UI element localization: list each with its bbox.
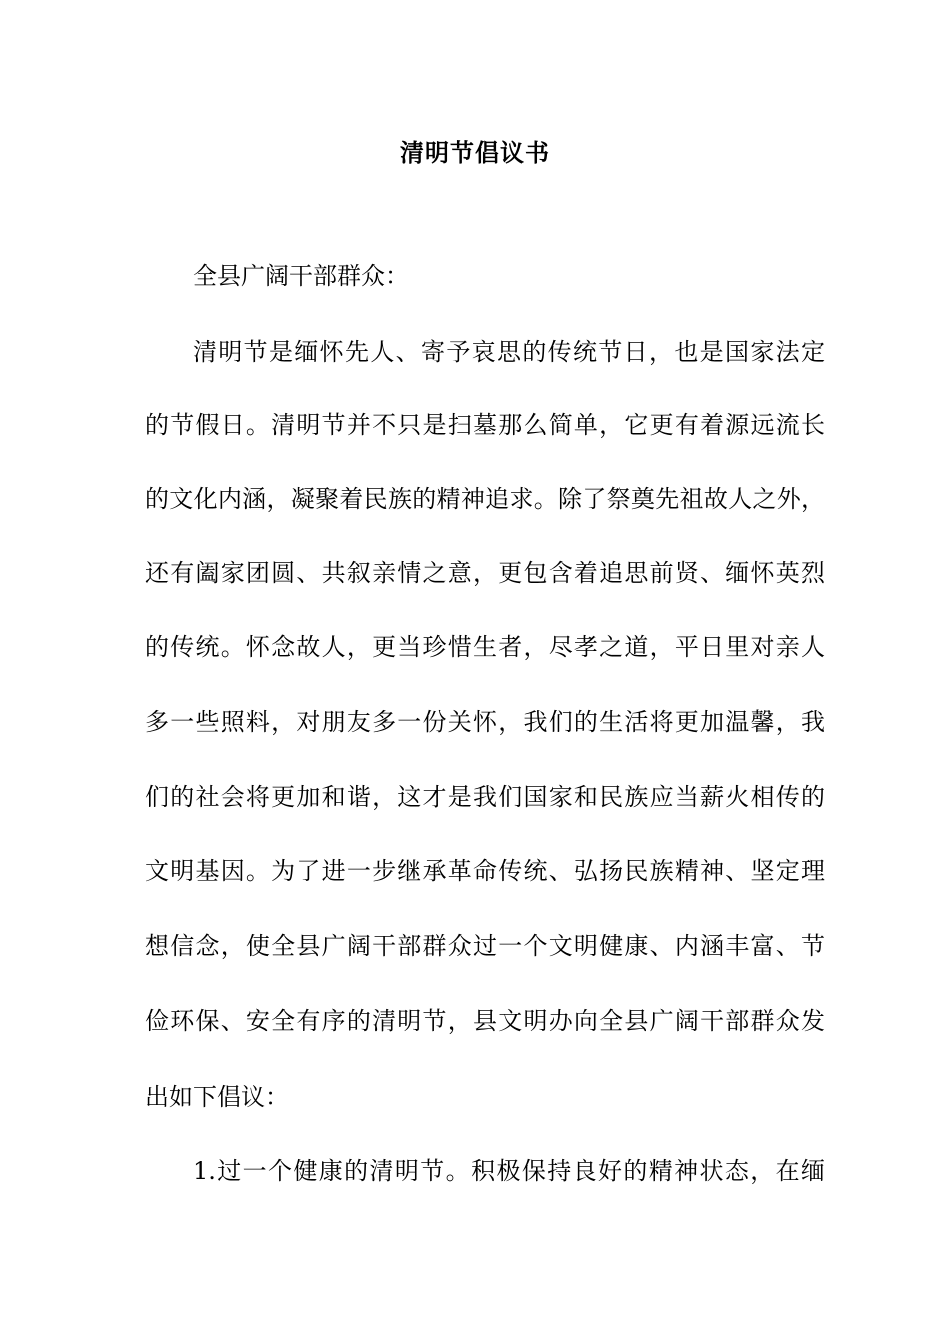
paragraph-line: 俭环保、安全有序的清明节，县文明办向全县广阔干部群众发 [145, 1007, 825, 1035]
paragraph-line: 出如下倡议： [145, 1083, 289, 1111]
paragraph-line: 清明节是缅怀先人、寄予哀思的传统节日，也是国家法定 [193, 338, 825, 366]
paragraph-line: 的节假日。清明节并不只是扫墓那么简单，它更有着源远流长 [145, 411, 825, 439]
paragraph-line: 的传统。怀念故人，更当珍惜生者，尽孝之道，平日里对亲人 [145, 633, 825, 661]
list-item-line: 1.过一个健康的清明节。积极保持良好的精神状态，在缅 [193, 1157, 825, 1185]
salutation: 全县广阔干部群众： [193, 262, 409, 290]
paragraph-line: 的文化内涵，凝聚着民族的精神追求。除了祭奠先祖故人之外， [145, 485, 825, 513]
paragraph-line: 多一些照料，对朋友多一份关怀，我们的生活将更加温馨，我 [145, 708, 825, 736]
document-title: 清明节倡议书 [400, 138, 550, 167]
paragraph-line: 们的社会将更加和谐，这才是我们国家和民族应当薪火相传的 [145, 783, 825, 811]
paragraph-line: 文明基因。为了进一步继承革命传统、弘扬民族精神、坚定理 [145, 857, 825, 885]
paragraph-line: 还有阖家团圆、共叙亲情之意，更包含着追思前贤、缅怀英烈 [145, 559, 825, 587]
paragraph-line: 想信念，使全县广阔干部群众过一个文明健康、内涵丰富、节 [145, 932, 825, 960]
